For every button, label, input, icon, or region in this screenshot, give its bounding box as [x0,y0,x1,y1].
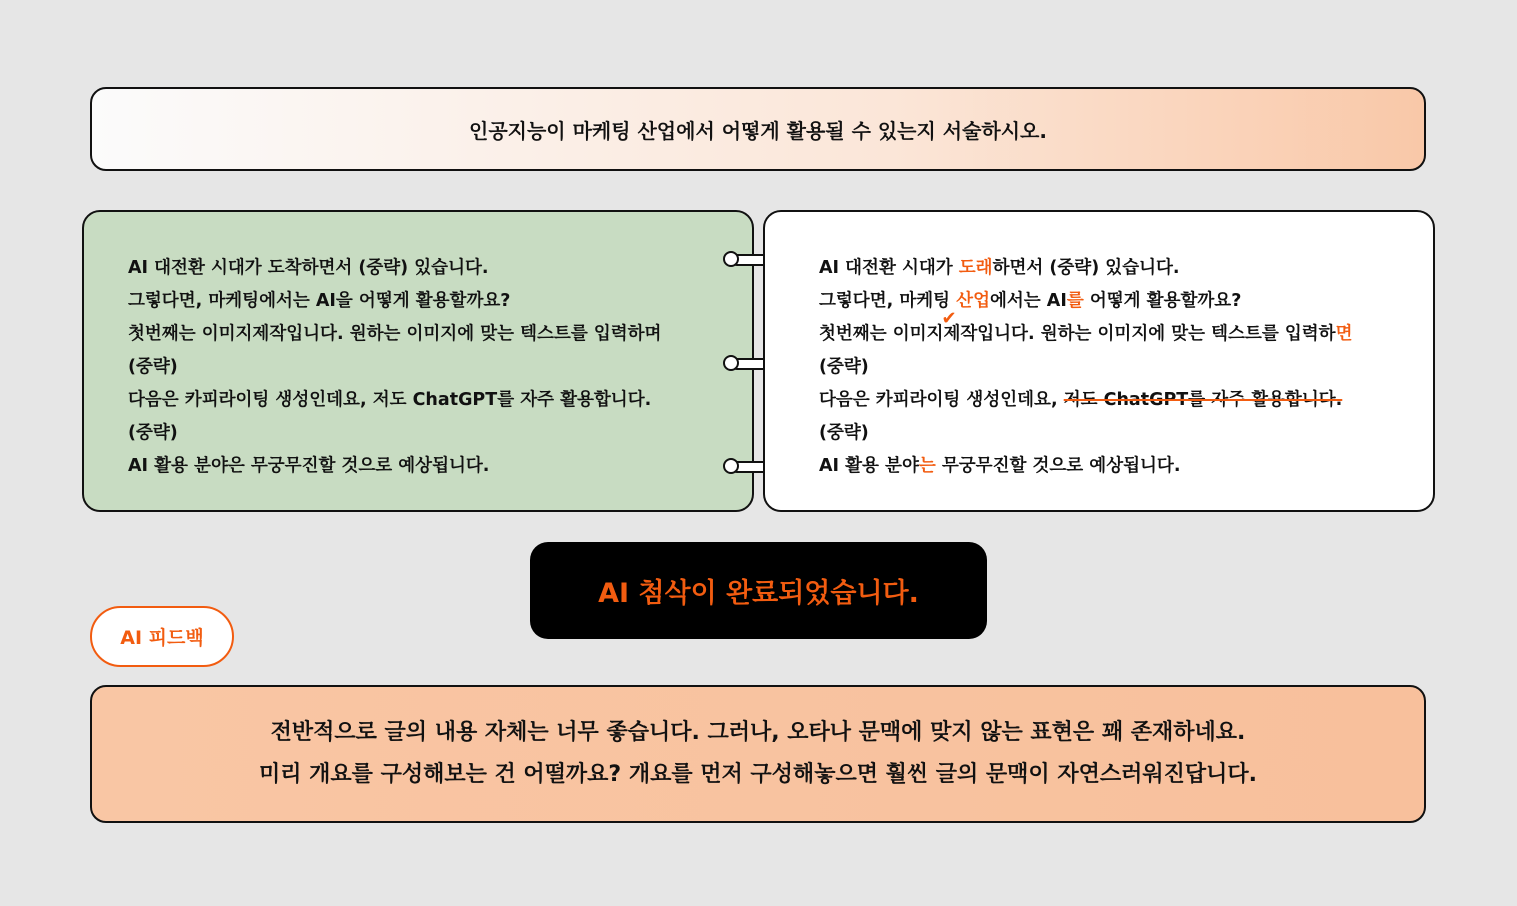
original-line: 그렇다면, 마케팅에서는 AI을 어떻게 활용할까요? [128,291,511,311]
text: AI 대전환 시대가 [819,258,959,278]
corrected-line: (중략) [819,357,869,377]
corrected-line [819,384,1433,417]
original-line: 다음은 카피라이팅 생성인데요, 저도 ChatGPT를 자주 활용합니다. [128,390,652,410]
corrected-line [819,252,1433,285]
text: 하면서 (중략) 있습니다. [992,258,1180,278]
corrected-line: (중략) [819,423,869,443]
corrected-line [819,308,1433,351]
correction-highlight: 를 [1066,291,1084,311]
text: 그렇다면, 마케팅 [819,291,957,311]
feedback-line: 전반적으로 글의 내용 자체는 너무 좋습니다. 그러나, 오타나 문맥에 맞지 않는 표현은 꽤 존재하네요. [270,720,1246,745]
original-line: AI 활용 분야은 무궁무진할 것으로 예상됩니다. [128,456,490,476]
text: 첫번째는 이미지 [819,324,944,344]
check-icon: ✔ [941,308,957,329]
corrected-essay-card [763,210,1435,512]
ai-feedback-badge [90,606,234,667]
original-line: AI 대전환 시대가 도착하면서 (중략) 있습니다. [128,258,489,278]
banner-text: AI 첨삭이 완료되었습니다. [598,578,919,609]
feedback-line: 미리 개요를 구성해보는 건 어떨까요? 개요를 먼저 구성해놓으면 훨씬 글의 문맥이 자연스러워진답니다. [259,762,1257,787]
original-line: (중략) [128,423,178,443]
text: 제작입니다. 원하는 이미지에 맞는 텍스트를 입력하 [943,324,1336,344]
text: 에서는 AI [989,291,1067,311]
original-line: 첫번째는 이미지제작입니다. 원하는 이미지에 맞는 텍스트를 입력하며 [128,324,662,344]
correction-highlight: 산업 [956,291,990,311]
completion-banner [530,542,987,639]
text: AI 활용 분야 [819,456,919,476]
text: 다음은 카피라이팅 생성인데요, [819,390,1064,410]
correction-highlight: 도래 [958,258,993,278]
correction-highlight: 면 [1335,324,1353,344]
feedback-box [90,685,1426,823]
correction-highlight: 는 [918,456,936,476]
question-text: 인공지능이 마케팅 산업에서 어떻게 활용될 수 있는지 서술하시오. [469,118,1047,143]
corrected-line [819,285,1433,318]
deleted-text: 저도 ChatGPT를 자주 활용합니다. [1063,390,1343,410]
corrected-line [819,450,1433,483]
badge-label: AI 피드백 [120,627,204,649]
question-box [90,87,1426,171]
text: 무궁무진할 것으로 예상됩니다. [935,456,1181,476]
original-line: (중략) [128,357,178,377]
original-essay-card [82,210,754,512]
text: 어떻게 활용할까요? [1083,291,1242,311]
